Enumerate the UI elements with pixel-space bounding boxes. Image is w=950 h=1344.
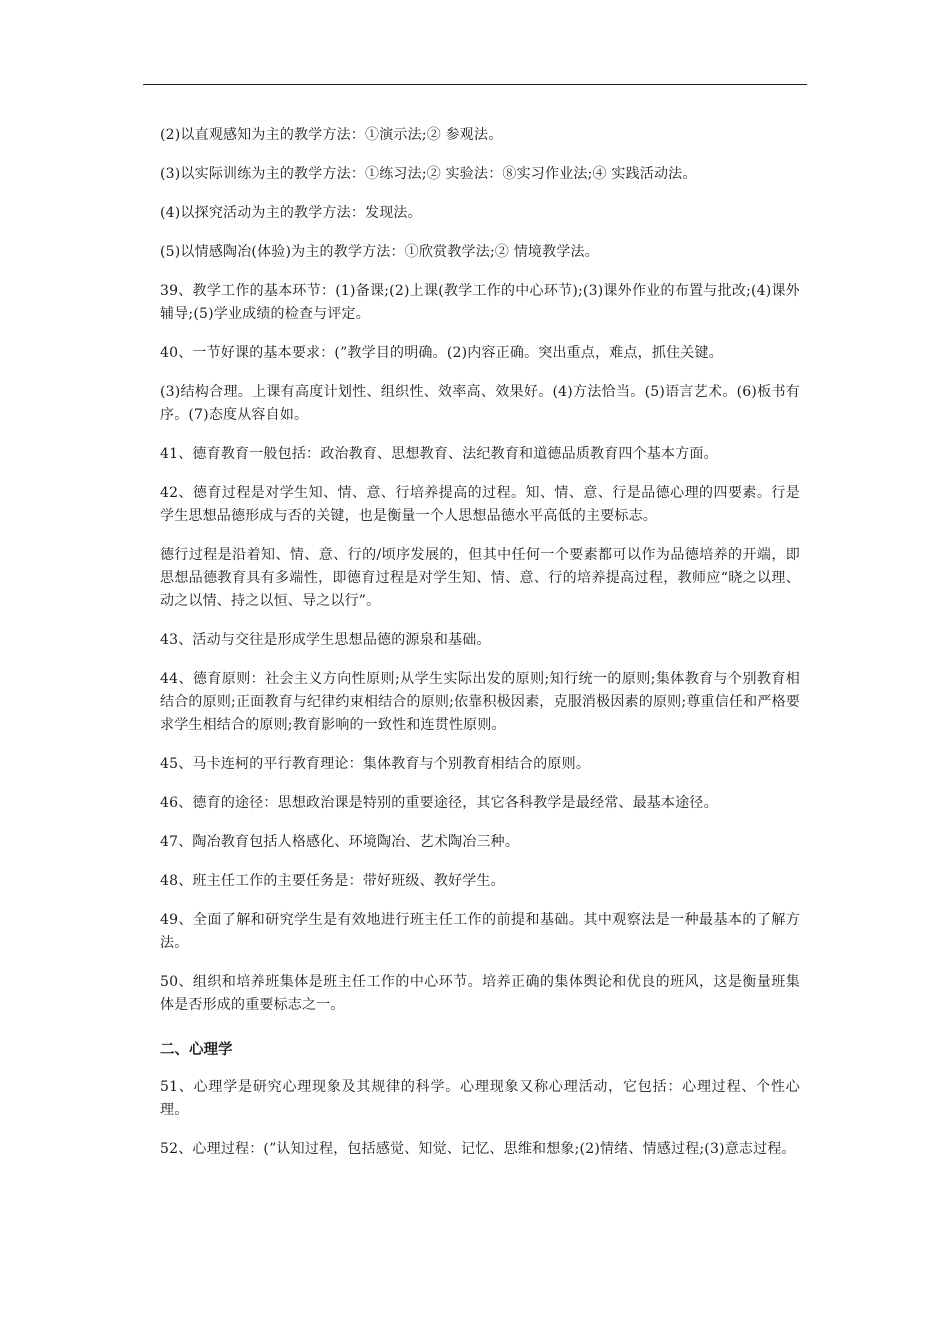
section-heading: 二、心理学 [160, 1042, 233, 1058]
paragraph: 43、活动与交往是形成学生思想品德的源泉和基础。 [160, 632, 491, 648]
paragraph: 47、陶冶教育包括人格感化、环境陶冶、艺术陶冶三种。 [160, 834, 520, 850]
paragraph: 44、德育原则：社会主义方向性原则;从学生实际出发的原则;知行统一的原则;集体教育与个别教育相结合的原则;正面教育与纪律约束相结合的原则;依靠积极因素，克服消极因素的原则;尊重信任和严格要求学生相结合的原则;教育影响的一致性和连贯性原则。 [160, 671, 800, 733]
paragraph: 德行过程是沿着知、情、意、行的/顷序发展的，但其中任何一个要素都可以作为品德培养的开端，即思想品德教育具有多端性，即德育过程是对学生知、情、意、行的培养提高过程，教师应“晓之以理、动之以情、持之以恒、导之以行”。 [160, 547, 800, 609]
paragraph: 45、马卡连柯的平行教育理论：集体教育与个别教育相结合的原则。 [160, 756, 591, 772]
document-body [160, 124, 800, 1177]
paragraph: (3)以实际训练为主的教学方法：①练习法;② 实验法：⑧实习作业法;④ 实践活动法。 [160, 166, 697, 182]
paragraph: 39、教学工作的基本环节：(1)备课;(2)上课(教学工作的中心环节);(3)课外作业的布置与批改;(4)课外辅导;(5)学业成绩的检查与评定。 [160, 283, 800, 322]
paragraph: (4)以探究活动为主的教学方法：发现法。 [160, 205, 422, 221]
paragraph: 50、组织和培养班集体是班主任工作的中心环节。培养正确的集体舆论和优良的班风，这是衡量班集体是否形成的重要标志之一。 [160, 974, 800, 1013]
paragraph: 48、班主任工作的主要任务是：带好班级、教好学生。 [160, 873, 505, 889]
header-rule [143, 84, 807, 85]
paragraph: 42、德育过程是对学生知、情、意、行培养提高的过程。知、情、意、行是品德心理的四要素。行是学生思想品德形成与否的关键，也是衡量一个人思想品德水平高低的主要标志。 [160, 485, 800, 524]
paragraph: (5)以情感陶冶(体验)为主的教学方法：①欣赏教学法;② 情境教学法。 [160, 244, 599, 260]
paragraph: 46、德育的途径：思想政治课是特别的重要途径，其它各科教学是最经常、最基本途径。 [160, 795, 718, 811]
paragraph: 51、心理学是研究心理现象及其规律的科学。心理现象又称心理活动，它包括：心理过程、个性心理。 [160, 1079, 800, 1118]
paragraph: (2)以直观感知为主的教学方法：①演示法;② 参观法。 [160, 127, 503, 143]
paragraph: 41、德育教育一般包括：政治教育、思想教育、法纪教育和道德品质教育四个基本方面。 [160, 446, 718, 462]
paragraph: 49、全面了解和研究学生是有效地进行班主任工作的前提和基础。其中观察法是一种最基本的了解方法。 [160, 912, 800, 951]
paragraph: (3)结构合理。上课有高度计划性、组织性、效率高、效果好。(4)方法恰当。(5)语言艺术。(6)板书有序。(7)态度从容自如。 [160, 384, 800, 423]
paragraph: 40、一节好课的基本要求：(”教学目的明确。(2)内容正确。突出重点，难点，抓住关键。 [160, 345, 723, 361]
paragraph: 52、心理过程：(”认知过程，包括感觉、知觉、记忆、思维和想象;(2)情绪、情感过程;(3)意志过程。 [160, 1141, 796, 1157]
